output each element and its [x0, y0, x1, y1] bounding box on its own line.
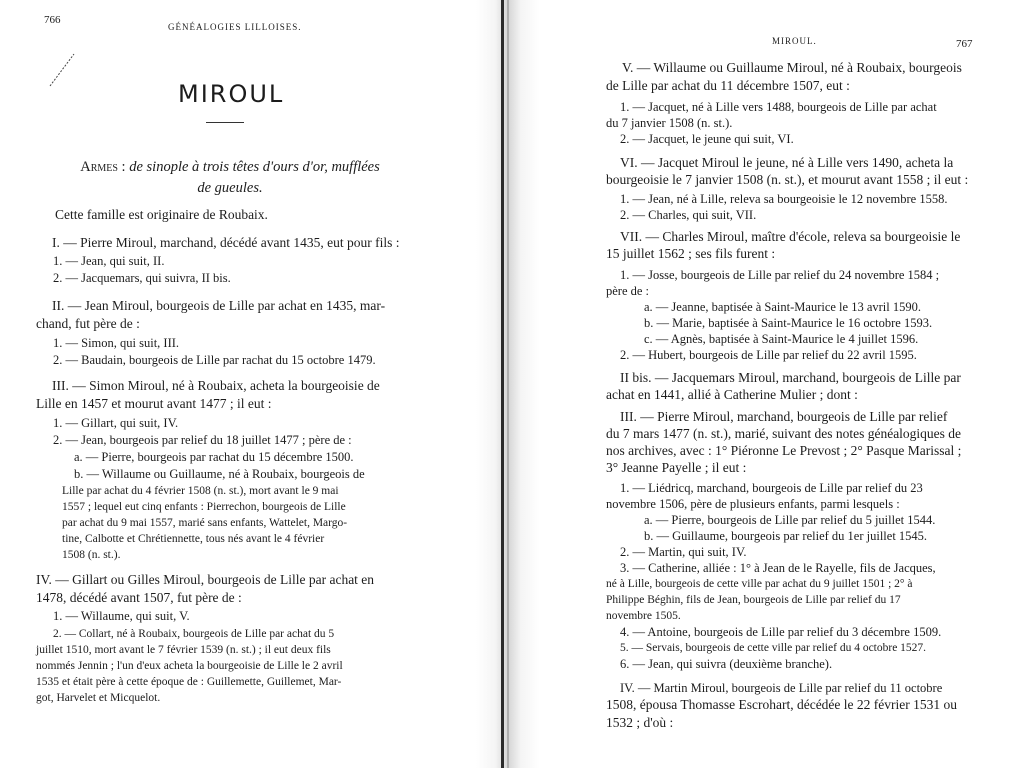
- text-line: IV. — Gillart ou Gilles Miroul, bourgeois de Lille par achat en: [36, 572, 375, 587]
- family-title: MIROUL: [178, 80, 285, 108]
- text-line: né à Lille, bourgeois de cette ville par achat du 9 juillet 1501 ; 2° à: [606, 578, 913, 590]
- text-line: II bis. — Jacquemars Miroul, marchand, bourgeois de Lille par: [620, 370, 961, 385]
- text-line: III. — Simon Miroul, né à Roubaix, acheta la bourgeoisie de: [52, 378, 380, 393]
- text-line: chand, fut père de :: [36, 316, 140, 331]
- text-line: 1557 ; lequel eut cinq enfants : Pierrechon, bourgeois de Lille: [62, 501, 346, 513]
- right-running-head: MIROUL.: [772, 36, 817, 46]
- text-line: 2. — Jean, bourgeois par relief du 18 juillet 1477 ; père de :: [53, 433, 352, 447]
- text-line: Philippe Béghin, fils de Jean, bourgeois de Lille par relief du 17: [606, 594, 901, 606]
- text-line: 1. — Willaume, qui suit, V.: [53, 609, 190, 623]
- text-line: 1508, épousa Thomasse Escrohart, décédée le 22 février 1531 ou: [606, 697, 958, 712]
- text-line: 3° Jeanne Payelle ; il eut :: [606, 460, 747, 475]
- text-line: 1478, décédé avant 1507, fut père de :: [36, 590, 242, 605]
- text-line: 6. — Jean, qui suivra (deuxième branche).: [620, 657, 833, 671]
- text-line: juillet 1510, mort avant le 7 février 1539 (n. st.) ; il eut deux fils: [36, 644, 331, 656]
- text-line: 5. — Servais, bourgeois de cette ville par relief du 4 octobre 1527.: [620, 642, 927, 654]
- text-line: du 7 mars 1477 (n. st.), marié, suivant des notes généalogiques de: [606, 426, 962, 441]
- text-line: 4. — Antoine, bourgeois de Lille par relief du 3 décembre 1509.: [620, 625, 942, 639]
- text-line: V. — Willaume ou Guillaume Miroul, né à Roubaix, bourgeois: [622, 60, 962, 75]
- text-line: par achat du 9 mai 1557, marié sans enfants, Wattelet, Margo-: [62, 517, 348, 529]
- text-line: II. — Jean Miroul, bourgeois de Lille par achat en 1435, mar-: [52, 298, 386, 313]
- text-line: Lille en 1457 et mourut avant 1477 ; il eut :: [36, 396, 272, 411]
- gutter-fold-line: [501, 0, 504, 768]
- title-divider: [206, 122, 244, 123]
- left-page: [0, 0, 476, 768]
- text-line: 1. — Liédricq, marchand, bourgeois de Lille par relief du 23: [620, 481, 923, 495]
- left-running-head: GÉNÉALOGIES LILLOISES.: [168, 22, 302, 32]
- text-line: got, Harvelet et Micquelot.: [36, 692, 161, 704]
- arms-line-2: de gueules.: [197, 180, 263, 196]
- text-line: de Lille par achat du 11 décembre 1507, eut :: [606, 78, 850, 93]
- text-line: VII. — Charles Miroul, maître d'école, releva sa bourgeoisie le: [620, 229, 961, 244]
- text-line: 1. — Gillart, qui suit, IV.: [53, 416, 179, 430]
- text-line: 1532 ; d'où :: [606, 715, 674, 730]
- arms-line-1: de sinople à trois têtes d'ours d'or, mufflées: [129, 159, 380, 175]
- text-line: 1535 et était père à cette époque de : Guillemette, Guillemet, Mar-: [36, 676, 342, 688]
- text-line: a. — Jeanne, baptisée à Saint-Maurice le 13 avril 1590.: [644, 300, 921, 314]
- text-line: c. — Agnès, baptisée à Saint-Maurice le 4 juillet 1596.: [644, 332, 919, 346]
- text-line: 1508 (n. st.).: [62, 549, 121, 561]
- text-line: 1. — Jean, qui suit, II.: [53, 254, 165, 268]
- text-line: b. — Guillaume, bourgeois par relief du 1er juillet 1545.: [644, 529, 928, 543]
- book-gutter: [476, 0, 540, 768]
- text-line: 2. — Baudain, bourgeois de Lille par rachat du 15 octobre 1479.: [53, 353, 376, 367]
- text-line: b. — Marie, baptisée à Saint-Maurice le 16 octobre 1593.: [644, 316, 933, 330]
- text-line: b. — Willaume ou Guillaume, né à Roubaix, bourgeois de: [74, 467, 365, 481]
- right-page: [540, 0, 1017, 768]
- text-line: 2. — Charles, qui suit, VII.: [620, 208, 757, 222]
- text-line: VI. — Jacquet Miroul le jeune, né à Lille vers 1490, acheta la: [620, 155, 954, 170]
- pen-mark-icon: [46, 50, 80, 90]
- text-line: du 7 janvier 1508 (n. st.).: [606, 116, 733, 130]
- text-line: tine, Calbotte et Chrétiennette, tous nés avant le 4 février: [62, 533, 325, 545]
- text-line: 2. — Hubert, bourgeois de Lille par relief du 22 avril 1595.: [620, 348, 917, 362]
- text-line: novembre 1506, père de plusieurs enfants, parmi lesquels :: [606, 497, 900, 511]
- text-line: nos archives, avec : 1° Piéronne Le Prevost ; 2° Pasque Marissal ;: [606, 443, 962, 458]
- text-line: Lille par achat du 4 février 1508 (n. st.), mort avant le 9 mai: [62, 485, 339, 497]
- arms-label: Armes :: [80, 159, 126, 175]
- text-line: 2. — Martin, qui suit, IV.: [620, 545, 747, 559]
- arms-block: [40, 157, 420, 199]
- text-line: Cette famille est originaire de Roubaix.: [55, 207, 268, 222]
- text-line: 1. — Josse, bourgeois de Lille par relief du 24 novembre 1584 ;: [620, 268, 940, 282]
- text-line: a. — Pierre, bourgeois par rachat du 15 décembre 1500.: [74, 450, 354, 464]
- text-line: novembre 1505.: [606, 610, 681, 622]
- text-line: 2. — Collart, né à Roubaix, bourgeois de Lille par achat du 5: [53, 628, 335, 640]
- text-line: 3. — Catherine, alliée : 1° à Jean de le Rayelle, fils de Jacques,: [620, 561, 936, 575]
- right-page-number: 767: [956, 38, 973, 50]
- text-line: 2. — Jacquemars, qui suivra, II bis.: [53, 271, 231, 285]
- text-line: IV. — Martin Miroul, bourgeois de Lille par relief du 11 octobre: [620, 681, 943, 695]
- text-line: a. — Pierre, bourgeois de Lille par relief du 5 juillet 1544.: [644, 513, 936, 527]
- text-line: 2. — Jacquet, le jeune qui suit, VI.: [620, 132, 794, 146]
- text-line: 1. — Jean, né à Lille, releva sa bourgeoisie le 12 novembre 1558.: [620, 192, 948, 206]
- text-line: 15 juillet 1562 ; ses fils furent :: [606, 246, 776, 261]
- text-line: III. — Pierre Miroul, marchand, bourgeois de Lille par relief: [620, 409, 948, 424]
- text-line: 1. — Simon, qui suit, III.: [53, 336, 180, 350]
- text-line: nommés Jennin ; l'un d'eux acheta la bourgeoisie de Lille le 2 avril: [36, 660, 343, 672]
- text-line: bourgeoisie le 7 janvier 1508 (n. st.), et mourut avant 1558 ; il eut :: [606, 172, 969, 187]
- text-line: I. — Pierre Miroul, marchand, décédé avant 1435, eut pour fils :: [52, 235, 400, 250]
- text-line: achat en 1441, allié à Catherine Mulier ; dont :: [606, 387, 858, 402]
- text-line: père de :: [606, 284, 650, 298]
- text-line: 1. — Jacquet, né à Lille vers 1488, bourgeois de Lille par achat: [620, 100, 937, 114]
- left-page-number: 766: [44, 14, 61, 26]
